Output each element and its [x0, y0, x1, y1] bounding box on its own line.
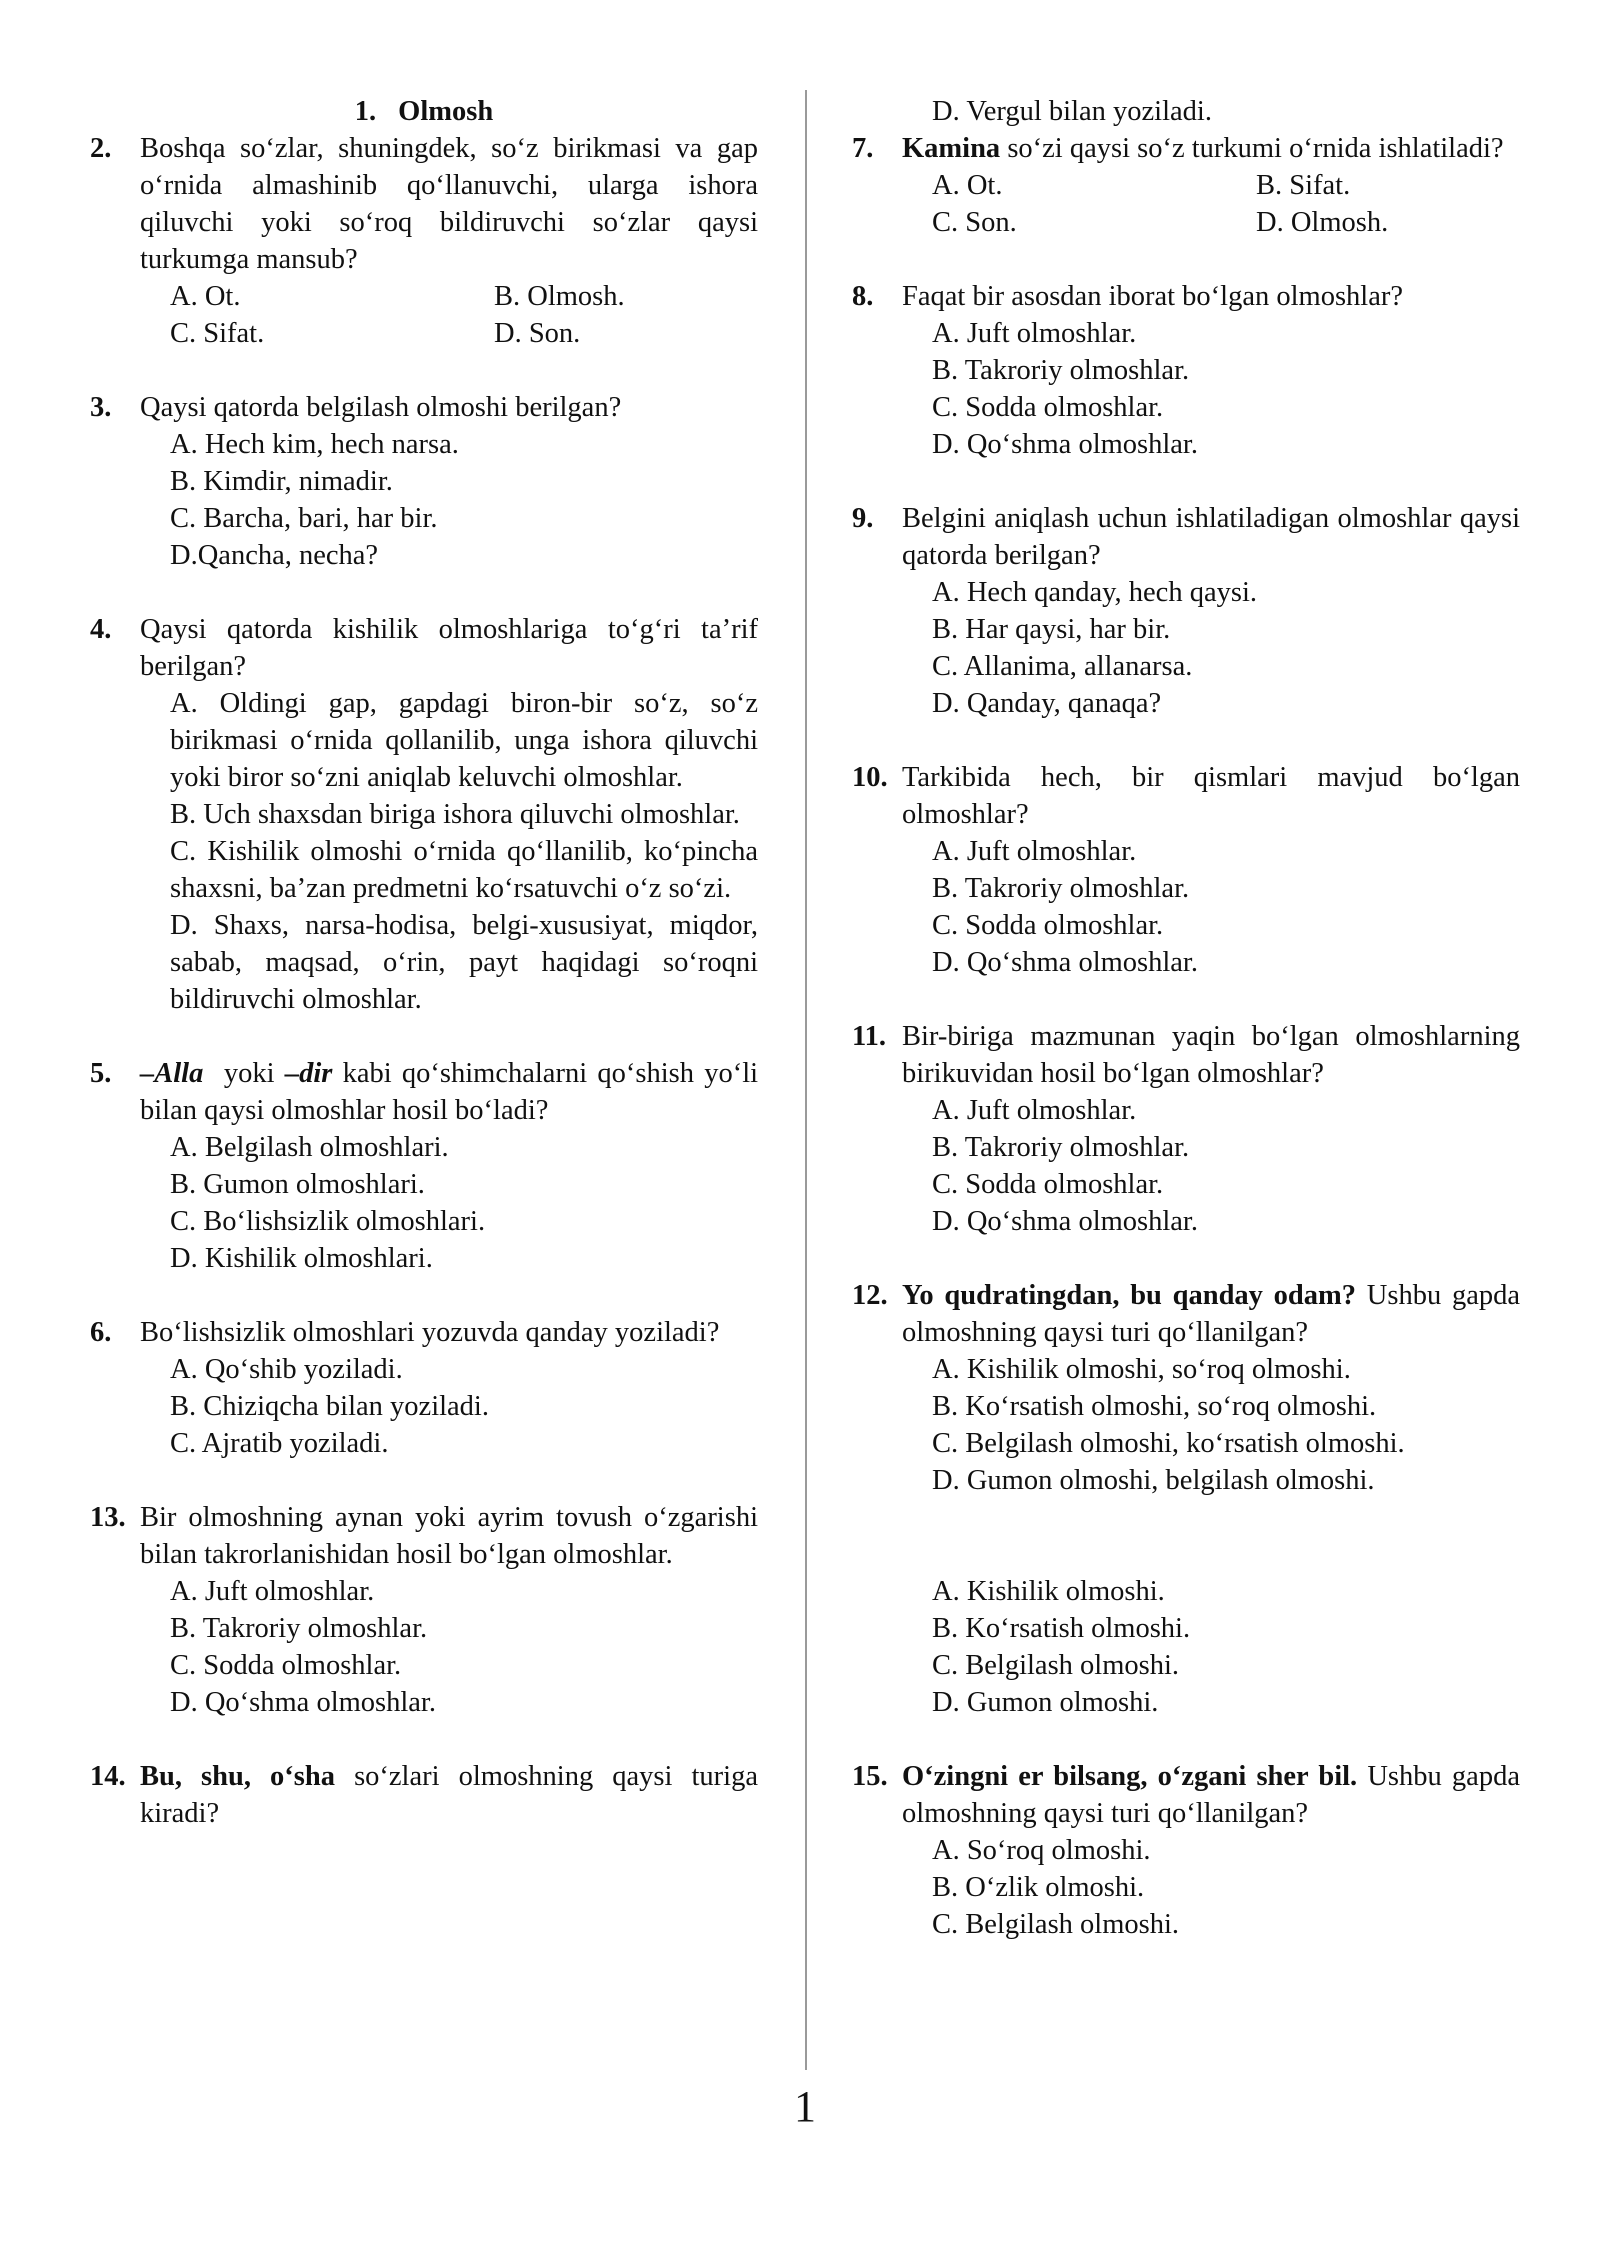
question-14 — [90, 1758, 758, 1832]
question-number: 13. — [90, 1502, 126, 1533]
option: C. Kishilik olmoshi o‘rnida qo‘llanilib, ko‘pincha shaxsni, ba’zan predmetni ko‘rsatuvchi o‘z so‘zi. — [170, 836, 758, 904]
option: B. Takroriy olmoshlar. — [932, 873, 1190, 904]
option: D. Shaxs, narsa-hodisa, belgi-xususiyat, miqdor, sabab, maqsad, o‘rin, payt haqidagi so‘roqni bildiruvchi olmoshlar. — [170, 910, 758, 1015]
question-sentence: Yo qudratingdan, bu qanday odam? — [902, 1280, 1357, 1311]
question-number: 2. — [90, 133, 112, 164]
option: C. Son. — [932, 207, 1017, 238]
question-text: Ushbu gapda olmoshning qaysi turi qo‘llanilgan? — [902, 1280, 1520, 1348]
option: B. Kimdir, nimadir. — [170, 466, 393, 497]
question-10 — [852, 759, 1520, 833]
option: B. Ko‘rsatish olmoshi, so‘roq olmoshi. — [932, 1391, 1377, 1422]
option: D. Son. — [494, 318, 581, 349]
page-number: 1 — [794, 2082, 816, 2131]
option: A. Kishilik olmoshi, so‘roq olmoshi. — [932, 1354, 1351, 1385]
options-grid — [90, 278, 758, 352]
option: C. Sodda olmoshlar. — [932, 1169, 1164, 1200]
option: A. Hech kim, hech narsa. — [170, 429, 459, 460]
question-number: 5. — [90, 1058, 112, 1089]
option: C. Allanima, allanarsa. — [932, 651, 1193, 682]
question-text: Faqat bir asosdan iborat bo‘lgan olmoshlar? — [902, 281, 1404, 312]
question-number: 10. — [852, 762, 888, 793]
option: C. Bo‘lishsizlik olmoshlari. — [170, 1206, 486, 1237]
question-keywords: Bu, shu, o‘sha — [140, 1761, 335, 1792]
option: D. Vergul bilan yoziladi. — [932, 96, 1212, 127]
question-number: 14. — [90, 1761, 126, 1792]
option: D.Qancha, necha? — [170, 540, 379, 571]
question-15 — [852, 1758, 1520, 1832]
question-text: Boshqa so‘zlar, shuningdek, so‘z birikmasi va gap o‘rnida almashinib qo‘llanuvchi, ularga ishora qiluvchi yoki so‘roq bildiruvchi so‘zlar qaysi turkumga mansub? — [140, 133, 758, 275]
section-title — [90, 93, 758, 130]
option: C. Sodda olmoshlar. — [170, 1650, 402, 1681]
option: C. Ajratib yoziladi. — [170, 1428, 389, 1459]
section-number: 1. — [354, 96, 377, 127]
option: A. Belgilash olmoshlari. — [170, 1132, 449, 1163]
option: B. Ko‘rsatish olmoshi. — [932, 1613, 1191, 1644]
question-number: 7. — [852, 133, 874, 164]
question-text: Bo‘lishsizlik olmoshlari yozuvda qanday yoziladi? — [140, 1317, 720, 1348]
question-text: kabi qo‘shimchalarni qo‘shish yo‘li bilan qaysi olmoshlar hosil bo‘ladi? — [140, 1058, 759, 1126]
option: D. Qo‘shma olmoshlar. — [932, 429, 1198, 460]
question-7 — [852, 130, 1520, 167]
question-11 — [852, 1018, 1520, 1092]
option: C. Sodda olmoshlar. — [932, 910, 1164, 941]
option: A. Kishilik olmoshi. — [932, 1576, 1165, 1607]
option: D. Qo‘shma olmoshlar. — [932, 947, 1198, 978]
option: C. Sodda olmoshlar. — [932, 392, 1164, 423]
question-sentence: O‘zingni er bilsang, o‘zgani sher bil. — [902, 1761, 1358, 1792]
suffix-dir: –dir — [284, 1058, 333, 1089]
option: B. Gumon olmoshlari. — [170, 1169, 425, 1200]
question-number: 9. — [852, 503, 874, 534]
option: A. So‘roq olmoshi. — [932, 1835, 1151, 1866]
question-number: 4. — [90, 614, 112, 645]
option: A. Ot. — [932, 170, 1003, 201]
question-8 — [852, 278, 1520, 315]
right-column — [852, 93, 1520, 1943]
question-text: Ushbu gapda olmoshning qaysi turi qo‘llanilgan? — [902, 1761, 1520, 1829]
question-number: 3. — [90, 392, 112, 423]
options-grid — [852, 167, 1520, 241]
option: B. Sifat. — [1256, 170, 1351, 201]
option: C. Belgilash olmoshi, ko‘rsatish olmoshi. — [932, 1428, 1405, 1459]
question-keyword: Kamina — [902, 133, 1001, 164]
question-4 — [90, 611, 758, 685]
option: C. Barcha, bari, har bir. — [170, 503, 438, 534]
question-2 — [90, 130, 758, 278]
option: A. Ot. — [170, 281, 241, 312]
question-number: 12. — [852, 1280, 888, 1311]
question-text: Qaysi qatorda belgilash olmoshi berilgan? — [140, 392, 622, 423]
question-text: so‘zlari olmoshning qaysi turiga kiradi? — [140, 1761, 758, 1829]
question-text: Qaysi qatorda kishilik olmoshlariga to‘g‘ri ta’rif berilgan? — [140, 614, 758, 682]
question-text: Belgini aniqlash uchun ishlatiladigan olmoshlar qaysi qatorda berilgan? — [902, 503, 1520, 571]
option: B. Chiziqcha bilan yoziladi. — [170, 1391, 489, 1422]
option: A. Juft olmoshlar. — [932, 318, 1137, 349]
option: A. Juft olmoshlar. — [932, 1095, 1137, 1126]
option: B. Takroriy olmoshlar. — [932, 1132, 1190, 1163]
question-text: Bir-biriga mazmunan yaqin bo‘lgan olmoshlarning birikuvidan hosil bo‘lgan olmoshlar? — [902, 1021, 1520, 1089]
option: D. Gumon olmoshi, belgilash olmoshi. — [932, 1465, 1375, 1496]
option: A. Juft olmoshlar. — [170, 1576, 375, 1607]
question-number: 11. — [852, 1021, 887, 1052]
option: D. Qanday, qanaqa? — [932, 688, 1162, 719]
left-column — [90, 93, 758, 1832]
question-3 — [90, 389, 758, 426]
option: A. Hech qanday, hech qaysi. — [932, 577, 1257, 608]
option: B. O‘zlik olmoshi. — [932, 1872, 1145, 1903]
suffix-alla: –Alla — [140, 1058, 204, 1089]
question-number: 8. — [852, 281, 874, 312]
option: A. Oldingi gap, gapdagi biron-bir so‘z, so‘z birikmasi o‘rnida qollanilib, unga ishora qiluvchi yoki biror so‘zni aniqlab keluvchi olmoshlar. — [170, 688, 758, 793]
question-number: 6. — [90, 1317, 112, 1348]
question-text: so‘zi qaysi so‘z turkumi o‘rnida ishlatiladi? — [1007, 133, 1504, 164]
question-number: 15. — [852, 1761, 888, 1792]
option: A. Juft olmoshlar. — [932, 836, 1137, 867]
question-12 — [852, 1277, 1520, 1351]
question-text: Bir olmoshning aynan yoki ayrim tovush o‘zgarishi bilan takrorlanishidan hosil bo‘lgan olmoshlar. — [140, 1502, 758, 1570]
option: C. Belgilash olmoshi. — [932, 1650, 1180, 1681]
question-5 — [90, 1055, 758, 1129]
option: D. Qo‘shma olmoshlar. — [932, 1206, 1198, 1237]
option: D. Gumon olmoshi. — [932, 1687, 1159, 1718]
option: D. Qo‘shma olmoshlar. — [170, 1687, 436, 1718]
section-title-text: Olmosh — [398, 96, 494, 127]
option: B. Olmosh. — [494, 281, 625, 312]
column-divider — [805, 90, 807, 2070]
question-9 — [852, 500, 1520, 574]
question-text: Tarkibida hech, bir qismlari mavjud bo‘lgan olmoshlar? — [902, 762, 1520, 830]
option: D. Kishilik olmoshlari. — [170, 1243, 433, 1274]
option: B. Takroriy olmoshlar. — [932, 355, 1190, 386]
option: C. Sifat. — [170, 318, 265, 349]
option: B. Takroriy olmoshlar. — [170, 1613, 428, 1644]
question-6 — [90, 1314, 758, 1351]
question-text-part: yoki — [223, 1058, 275, 1089]
option: B. Har qaysi, har bir. — [932, 614, 1171, 645]
question-13 — [90, 1499, 758, 1573]
option: C. Belgilash olmoshi. — [932, 1909, 1180, 1940]
option: A. Qo‘shib yoziladi. — [170, 1354, 403, 1385]
option: D. Olmosh. — [1256, 207, 1389, 238]
option: B. Uch shaxsdan biriga ishora qiluvchi olmoshlar. — [170, 799, 740, 830]
